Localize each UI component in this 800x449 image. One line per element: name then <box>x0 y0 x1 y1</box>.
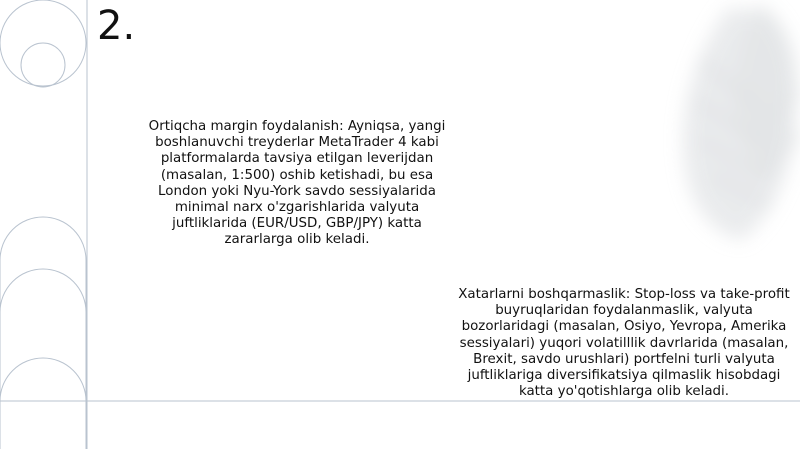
arch-lower <box>0 269 86 312</box>
arch-upper <box>0 217 86 449</box>
text-block-risk: Xatarlarni boshqarmaslik: Stop-loss va take-profit buyruqlaridan foydalanmaslik, valyuta bozorlaridagi (masalan, Osiyo, Yevropa, Amerika sessiyalari) yuqori volatilllik davrlarida (masalan, Brexit, savdo urushlari) portfelni turli valyuta juftliklariga diversifikatsiya qilmaslik hisobdagi katta yo'qotishlarga olib keladi. <box>458 287 790 400</box>
leaf-shadow-icon <box>683 4 800 240</box>
arch-bottom <box>0 358 86 401</box>
inner-circle <box>21 43 65 87</box>
text-block-margin: Ortiqcha margin foydalanish: Ayniqsa, yangi boshlanuvchi treyderlar MetaTrader 4 kabi platformalarda tavsiya etilgan leverijdan (masalan, 1:500) oshib ketishadi, bu esa London yoki Nyu-York savdo sessiyalarida minimal narx o'zgarishlarida valyuta juftliklarida (EUR/USD, GBP/JPY) katta zararlarga olib keladi. <box>148 119 446 248</box>
slide-number: 2. <box>97 3 136 49</box>
